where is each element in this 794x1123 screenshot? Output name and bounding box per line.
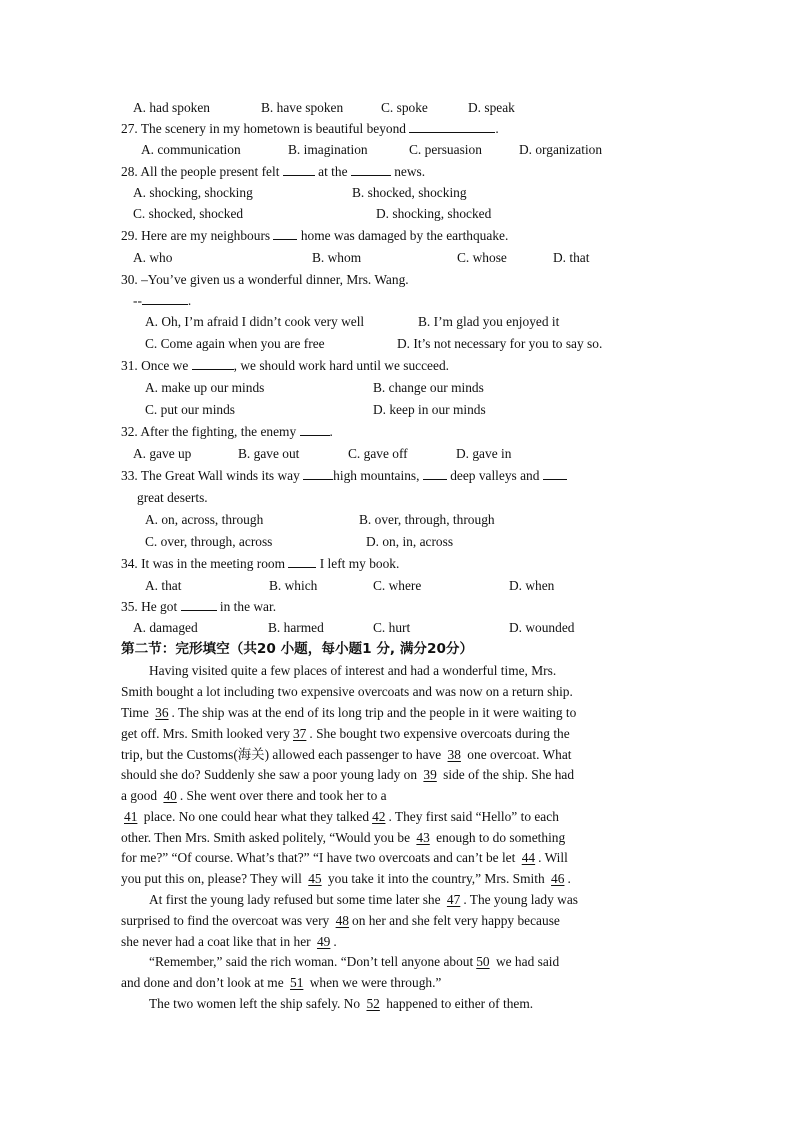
blank-number: 51	[290, 975, 304, 990]
q27-stem: 27. The scenery in my hometown is beautiful beyond .	[121, 121, 499, 136]
passage-line: other. Then Mrs. Smith asked politely, “Would you be 43 enough to do something	[121, 830, 566, 845]
q31-option-b: B. change our minds	[373, 380, 484, 395]
q32-option-a: A. gave up	[133, 446, 192, 461]
q29-option-d: D. that	[553, 250, 590, 265]
q26-option-d: D. speak	[468, 100, 515, 115]
q31-stem: 31. Once we , we should work hard until we succeed.	[121, 358, 449, 373]
section-heading: 第二节：完形填空（共20 小题，每小题1 分, 满分20分）	[121, 641, 474, 657]
passage-line: you put this on, please? They will 45 you take it into the country,” Mrs. Smith 46 .	[121, 871, 571, 886]
answer-blank	[543, 466, 567, 480]
passage-line: should she do? Suddenly she saw a poor young lady on 39 side of the ship. She had	[121, 767, 575, 782]
blank-number: 42	[372, 809, 386, 824]
q30-reply: -- .	[133, 293, 192, 308]
blank-number: 41	[124, 809, 138, 824]
q35-option-d: D. wounded	[509, 620, 575, 635]
passage-line: get off. Mrs. Smith looked very 37 . She bought two expensive overcoats during the	[121, 726, 570, 741]
q28-option-c: C. shocked, shocked	[133, 206, 244, 221]
q32-option-c: C. gave off	[348, 446, 408, 461]
q32-option-d: D. gave in	[456, 446, 512, 461]
blank-number: 40	[163, 788, 177, 803]
q29-option-a: A. who	[133, 250, 173, 265]
blank-number: 45	[308, 871, 322, 886]
q34-option-b: B. which	[269, 578, 318, 593]
blank-number: 47	[446, 892, 461, 907]
q30-option-a: A. Oh, I’m afraid I didn’t cook very well	[145, 314, 365, 329]
q27-option-b: B. imagination	[288, 142, 368, 157]
q35-option-a: A. damaged	[133, 620, 198, 635]
q28-option-d: D. shocking, shocked	[376, 206, 492, 221]
q27-option-a: A. communication	[141, 142, 241, 157]
passage-line: 41 place. No one could hear what they talked 42 . They first said “Hello” to each	[121, 807, 559, 826]
q29-stem: 29. Here are my neighbours home was damaged by the earthquake.	[121, 228, 509, 243]
blank-number: 37	[292, 726, 307, 741]
q30-stem: 30. –You’ve given us a wonderful dinner, Mrs. Wang.	[121, 272, 409, 287]
q34-option-a: A. that	[145, 578, 182, 593]
q35-option-c: C. hurt	[373, 620, 411, 635]
q33-option-c: C. over, through, across	[145, 534, 273, 549]
q28-option-a: A. shocking, shocking	[133, 185, 253, 200]
q30-option-c: C. Come again when you are free	[145, 336, 325, 351]
passage-line: for me?” “Of course. What’s that?” “I have two overcoats and can’t be let 44 . Will	[121, 850, 568, 865]
q34-option-d: D. when	[509, 578, 555, 593]
q30-option-b: B. I’m glad you enjoyed it	[418, 314, 560, 329]
passage-line: trip, but the Customs(海关) allowed each passenger to have 38 one overcoat. What	[121, 747, 572, 762]
q33-option-b: B. over, through, through	[359, 512, 495, 527]
passage-line: and done and don’t look at me 51 when we were through.”	[121, 975, 442, 990]
q33-option-a: A. on, across, through	[145, 512, 264, 527]
answer-blank	[181, 597, 217, 611]
q33-stem: 33. The Great Wall winds its way high mountains, deep valleys and	[121, 466, 567, 485]
blank-number: 50	[476, 954, 490, 969]
passage-line: surprised to find the overcoat was very 48 on her and she felt very happy because	[121, 913, 560, 928]
answer-blank	[273, 226, 297, 240]
q34-option-c: C. where	[373, 578, 422, 593]
q26-option-b: B. have spoken	[261, 100, 344, 115]
answer-blank	[351, 162, 391, 176]
q35-stem: 35. He got in the war.	[121, 599, 277, 614]
q34-stem: 34. It was in the meeting room I left my book.	[121, 556, 400, 571]
passage-line: Smith bought a lot including two expensive overcoats and was now on a return ship.	[121, 684, 573, 699]
passage-line: Having visited quite a few places of interest and had a wonderful time, Mrs.	[149, 663, 557, 678]
q27-option-c: C. persuasion	[409, 142, 482, 157]
q30-option-d: D. It’s not necessary for you to say so.	[397, 336, 603, 351]
answer-blank	[423, 466, 447, 480]
q33-stem-cont: great deserts.	[137, 490, 208, 505]
q35-option-b: B. harmed	[268, 620, 324, 635]
passage-line: she never had a coat like that in her 49 .	[121, 934, 337, 949]
blank-number: 52	[366, 996, 380, 1011]
blank-number: 49	[316, 934, 331, 949]
q31-option-c: C. put our minds	[145, 402, 236, 417]
blank-number: 43	[416, 830, 430, 845]
blank-number: 44	[521, 850, 536, 865]
passage-line: a good 40 . She went over there and took her to a	[121, 788, 387, 803]
q31-option-a: A. make up our minds	[145, 380, 265, 395]
q32-option-b: B. gave out	[238, 446, 300, 461]
answer-blank	[409, 119, 495, 133]
passage-line: Time 36 . The ship was at the end of its long trip and the people in it were waiting to	[121, 705, 577, 720]
answer-blank	[288, 554, 316, 568]
q28-stem: 28. All the people present felt at the news.	[121, 164, 426, 179]
blank-number: 46	[551, 871, 565, 886]
passage-line: The two women left the ship safely. No 52 happened to either of them.	[149, 996, 534, 1011]
blank-number: 36	[155, 705, 169, 720]
q33-option-d: D. on, in, across	[366, 534, 454, 549]
q26-option-c: C. spoke	[381, 100, 428, 115]
q29-option-b: B. whom	[312, 250, 362, 265]
q31-option-d: D. keep in our minds	[373, 402, 486, 417]
blank-number: 39	[423, 767, 437, 782]
q29-option-c: C. whose	[457, 250, 507, 265]
q28-option-b: B. shocked, shocking	[352, 185, 467, 200]
answer-blank	[142, 291, 188, 305]
q26-option-a: A. had spoken	[133, 100, 210, 115]
answer-blank	[283, 162, 315, 176]
answer-blank	[303, 466, 333, 480]
answer-blank	[300, 422, 330, 436]
passage-line: At first the young lady refused but some time later she 47 . The young lady was	[149, 892, 578, 907]
blank-number: 48	[335, 913, 349, 928]
answer-blank	[192, 356, 234, 370]
passage-line: “Remember,” said the rich woman. “Don’t tell anyone about 50 we had said	[149, 954, 560, 969]
q27-option-d: D. organization	[519, 142, 603, 157]
blank-number: 38	[447, 747, 461, 762]
q32-stem: 32. After the fighting, the enemy .	[121, 424, 333, 439]
